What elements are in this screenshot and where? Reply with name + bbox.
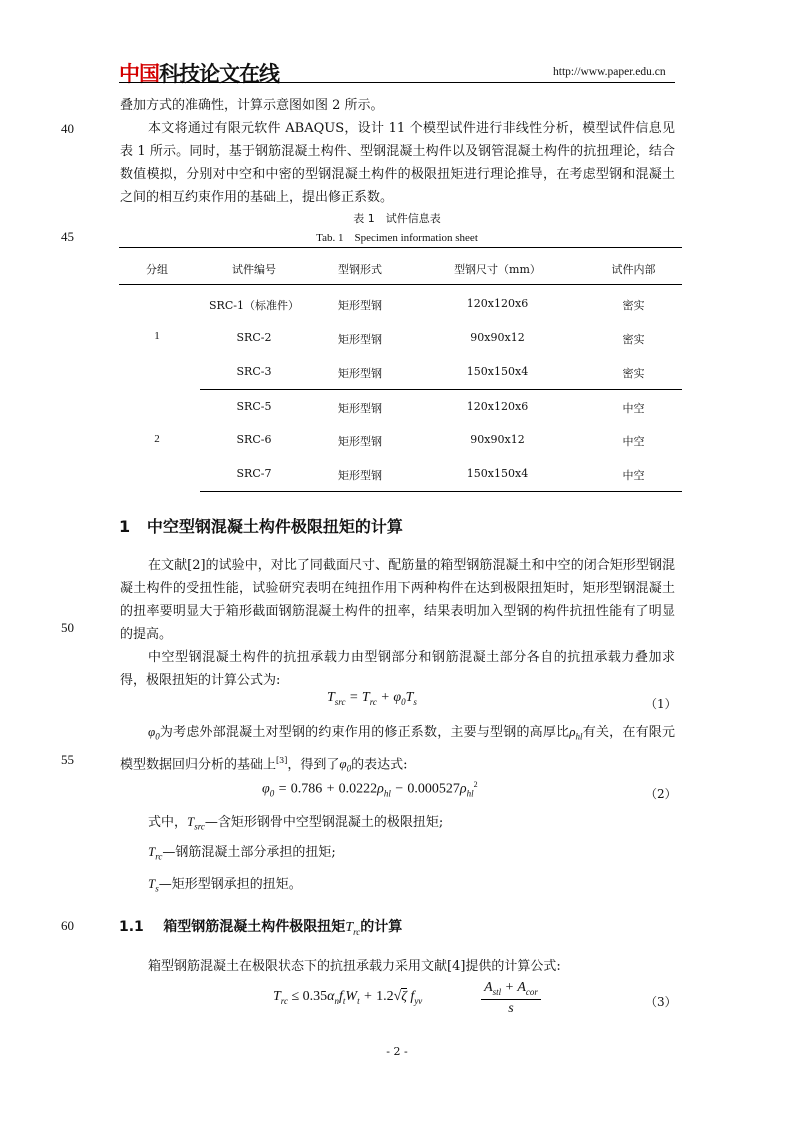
definition-1: 式中，$T_{src}—$含矩形钢骨中空型钢混凝土的极限扭矩; <box>148 814 444 832</box>
table-cell: 矩形型钢 <box>338 402 382 415</box>
eq2-coef-2: 0.000527 <box>407 781 460 797</box>
table-cell: 矩形型钢 <box>338 299 382 312</box>
header-logo <box>119 58 279 88</box>
table-top-rule <box>119 247 682 248</box>
table-header-cell: 型钢尺寸（mm） <box>454 263 541 276</box>
table-header-rule <box>119 284 682 285</box>
eq3-coef-0: 0.35 <box>302 989 328 1004</box>
table-cell: 中空 <box>622 435 645 448</box>
table-bottom-rule <box>200 491 682 492</box>
line-number: 40 <box>61 121 74 136</box>
table-group-cell: 2 <box>154 433 160 445</box>
equation-number: （3） <box>645 995 677 1009</box>
table-header-cell: 试件内部 <box>611 263 656 276</box>
logo-black-text: 科技论文在线 <box>159 62 279 86</box>
eq2-coef-0: 0.786 <box>290 781 323 797</box>
page-number: - 2 - <box>386 1045 408 1058</box>
table-cell: 120x120x6 <box>466 297 529 310</box>
equation-1: $T_{src} = T_{rc} + \varphi_0T_s$ <box>327 690 417 707</box>
section-title: 中空型钢混凝土构件极限扭矩的计算 <box>146 517 403 536</box>
equation-number: （1） <box>645 697 677 711</box>
logo-red-text: 中国 <box>119 62 159 86</box>
definition-2-text: —钢筋混凝土部分承担的扭矩; <box>162 845 336 860</box>
table-group-cell: 1 <box>154 330 160 342</box>
phi-text-a: 为考虑外部混凝土对型钢的约束作用的修正系数，主要与型钢的高厚比 <box>159 725 570 740</box>
section-number: 1 <box>119 517 131 536</box>
definition-2: $T_{rc}—$钢筋混凝土部分承担的扭矩; <box>148 844 336 862</box>
definition-3: $T_s—$矩形型钢承担的扭矩。 <box>148 876 302 894</box>
table-header-cell: 分组 <box>146 263 168 276</box>
paragraph-continuation: 叠加方式的准确性，计算示意图如图 2 所示。 <box>120 98 384 113</box>
table-cell: 矩形型钢 <box>338 435 382 448</box>
equation-number: （2） <box>645 787 677 801</box>
paragraph-literature: 在文献[2]的试验中，对比了同截面尺寸、配筋量的箱型钢筋混凝土和中空的闭合矩形型钢混凝土构件的受扭性能，试验研究表明在纯扭作用下两种构件在达到极限扭矩时，矩形型钢混凝土的扭率要明显大于箱形截面钢筋混凝土构件的扭率，结果表明加入型钢的构件抗扭性能有了明显的提高。 <box>120 558 675 642</box>
eq3-coef-1: 1.2 <box>376 989 394 1004</box>
table-cell: 矩形型钢 <box>338 469 382 482</box>
table-cell: 矩形型钢 <box>338 333 382 346</box>
paragraph-box-formula: 箱型钢筋混凝土在极限状态下的抗扭承载力采用文献[4]提供的计算公式: <box>148 959 561 974</box>
table-cell: 150x150x4 <box>466 467 529 480</box>
subsection-number: 1.1 <box>119 919 144 935</box>
section-heading <box>119 514 403 537</box>
phi-text-d: 的表达式: <box>351 756 408 772</box>
line-number: 45 <box>61 229 74 244</box>
table-header-cell: 试件编号 <box>232 263 276 276</box>
line-number: 60 <box>61 918 74 933</box>
table-cell: SRC-6 <box>236 433 272 446</box>
table-cell: 150x150x4 <box>466 365 529 378</box>
header-url[interactable]: http://www.paper.edu.cn <box>553 66 666 78</box>
table-group-rule <box>200 389 682 390</box>
definition-1-text: —含矩形钢骨中空型钢混凝土的极限扭矩; <box>204 815 444 830</box>
subsection-heading: 1.1 箱型钢筋混凝土构件极限扭矩$T_{rc}$的计算 <box>119 919 403 937</box>
paragraph-intro: 本文将通过有限元软件 ABAQUS，设计 11 个模型试件进行非线性分析，模型试件信息见表 1 所示。同时，基于钢筋混凝土构件、型钢混凝土构件以及钢管混凝土构件的抗扭理论，结合数值模拟，分别对中空和中密的型钢混凝土构件的极限扭矩进行理论推导，在考虑型钢和混凝土之间的相互约束作用的基础上，提出修正系数。 <box>120 121 675 205</box>
definition-3-text: —矩形型钢承担的扭矩。 <box>158 877 302 892</box>
table-cell: 密实 <box>622 333 645 346</box>
table-caption-cn: 表 1 试件信息表 <box>353 212 441 225</box>
table-cell: 90x90x12 <box>470 433 525 446</box>
table-cell: 密实 <box>622 367 645 380</box>
equation-2: $\varphi_0 = 0.786 + 0.0222\rho_{hl} - 0.000527\rho_{hl}^2$ <box>262 780 478 799</box>
line-number: 55 <box>61 752 74 767</box>
table-cell: 120x120x6 <box>466 400 529 413</box>
table-cell: SRC-1（标准件） <box>209 299 299 312</box>
table-cell: SRC-7 <box>236 467 272 480</box>
citation-ref[interactable]: [3] <box>276 755 288 765</box>
table-cell: 中空 <box>622 469 645 482</box>
subsection-title-a: 箱型钢筋混凝土构件极限扭矩 <box>163 919 346 935</box>
table-cell: 密实 <box>622 299 645 312</box>
table-cell: SRC-3 <box>236 365 272 378</box>
paragraph-formula-intro: 中空型钢混凝土构件的抗扭承载力由型钢部分和钢筋混凝土部分各自的抗扭承载力叠加求得，极限扭矩的计算公式为: <box>120 650 675 688</box>
eq2-coef-1: 0.0222 <box>338 781 378 797</box>
phi-text-c: ，得到了 <box>287 756 340 772</box>
table-cell: SRC-5 <box>236 400 272 413</box>
phi-text-b: 有关，在有限元模型数据回归分析的基础上 <box>120 725 675 772</box>
subsection-title-b: 的计算 <box>360 919 403 935</box>
table-cell: 90x90x12 <box>470 331 525 344</box>
table-cell: 中空 <box>622 402 645 415</box>
table-header-cell: 型钢形式 <box>338 263 382 276</box>
paragraph-phi: $\varphi_0$为考虑外部混凝土对型钢的约束作用的修正系数，主要与型钢的高厚比$\rho_{hl}$有关，在有限元模型数据回归分析的基础上[3]，得到了$\varphi_0$的表达式: <box>120 724 675 774</box>
table-caption-en: Tab. 1 Specimen information sheet <box>316 232 478 244</box>
line-number: 50 <box>61 620 74 635</box>
table-cell: 矩形型钢 <box>338 367 382 380</box>
header-rule <box>119 82 675 83</box>
table-cell: SRC-2 <box>236 331 272 344</box>
